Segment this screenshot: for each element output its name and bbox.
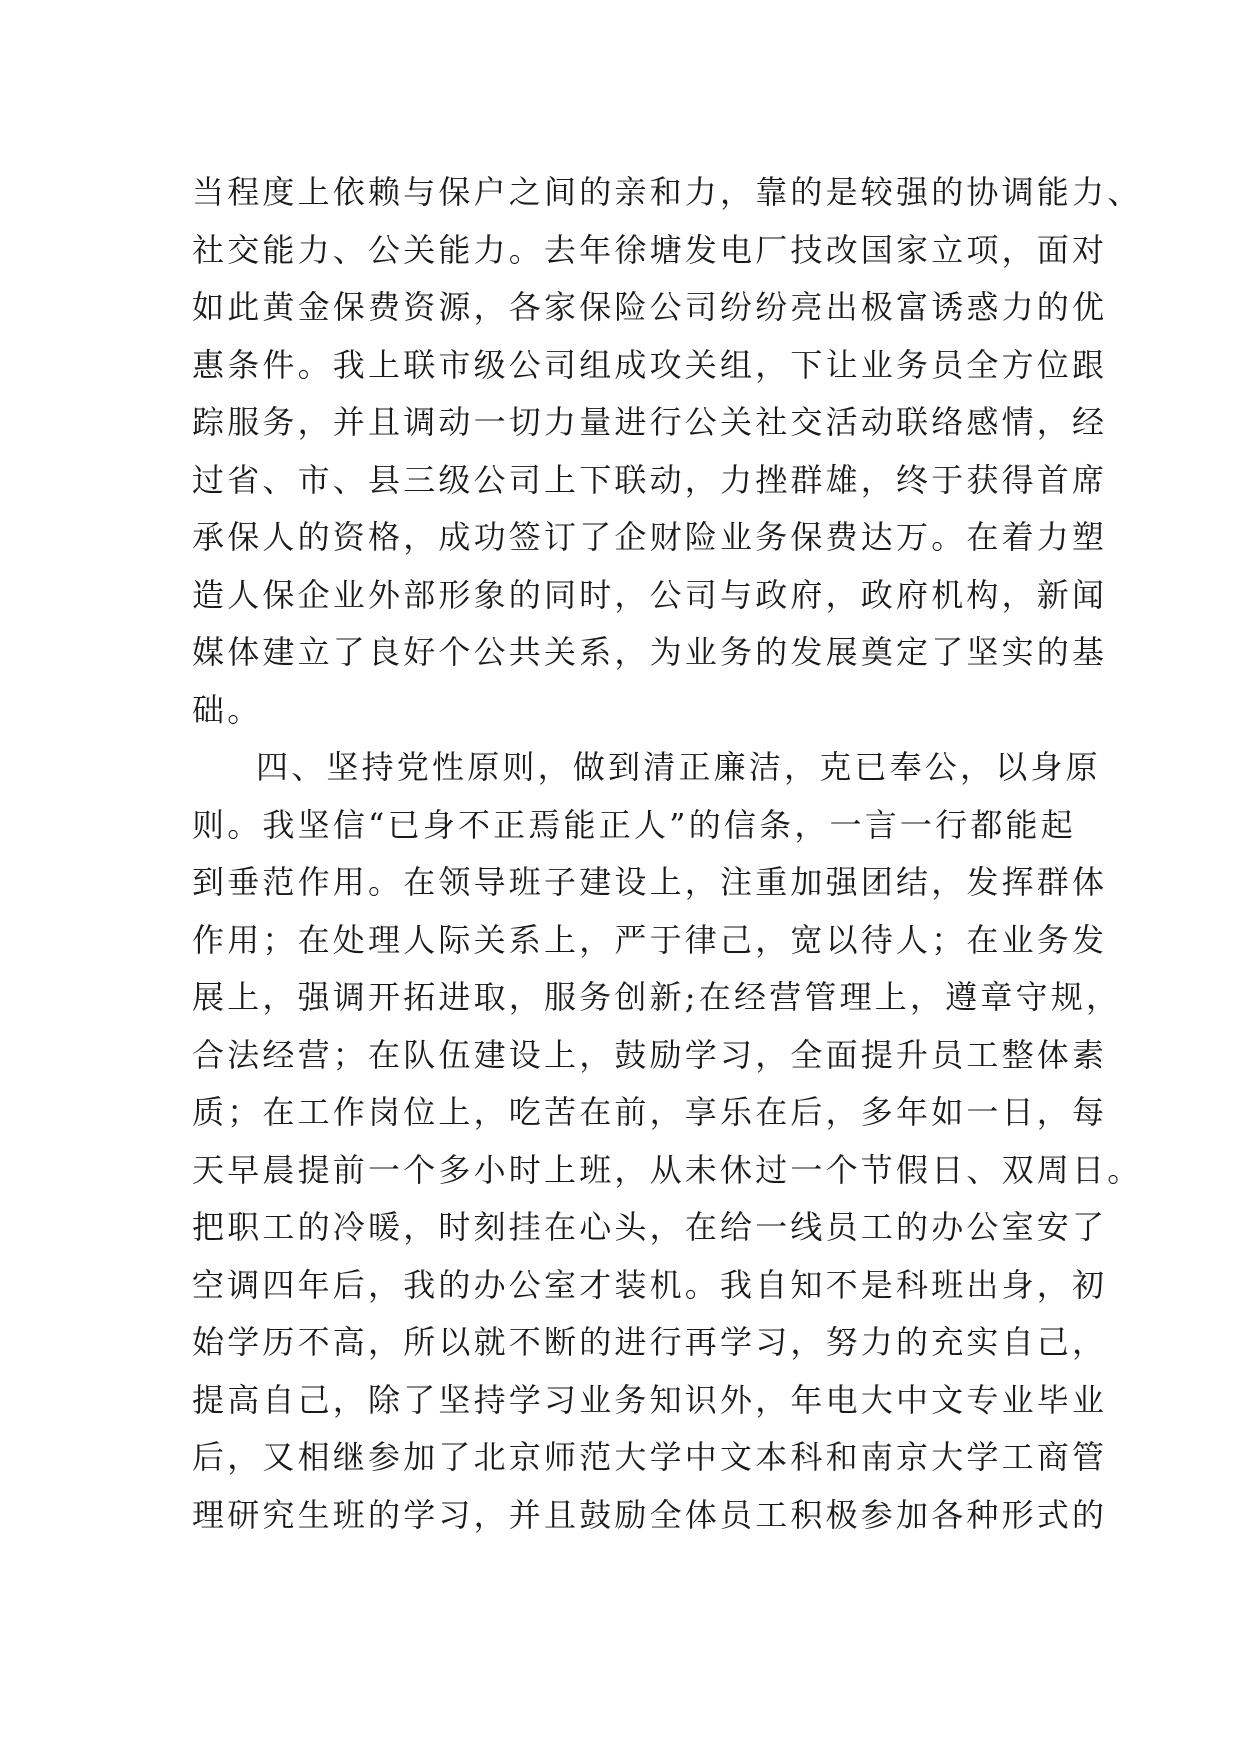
text-line: 过省、市、县三级公司上下联动，力挫群雄，终于获得首席 — [192, 460, 1108, 499]
text-line: 空调四年后，我的办公室才装机。我自知不是科班出身，初 — [192, 1265, 1108, 1304]
text-line: 社交能力、公关能力。去年徐塘发电厂技改国家立项，面对 — [192, 230, 1108, 269]
text-line: 质；在工作岗位上，吃苦在前，享乐在后，多年如一日，每 — [192, 1093, 1108, 1131]
text-line: 承保人的资格，成功签订了企财险业务保费达万。在着力塑 — [192, 518, 1108, 556]
body-text — [192, 164, 1143, 1544]
text-line: 造人保企业外部形象的同时，公司与政府，政府机构，新闻 — [192, 575, 1108, 614]
section-heading-line: 四、坚持党性原则，做到清正廉洁，克已奉公，以身原 — [256, 748, 1101, 786]
text-line: 天早晨提前一个多小时上班，从未休过一个节假日、双周日。 — [192, 1150, 1143, 1189]
text-line: 后，又相继参加了北京师范大学中文本科和南京大学工商管 — [192, 1438, 1108, 1476]
text-line: 作用；在处理人际关系上，严于律己，宽以待人；在业务发 — [192, 920, 1108, 959]
text-line: 惠条件。我上联市级公司组成攻关组，下让业务员全方位跟 — [192, 345, 1108, 384]
text-line: 始学历不高，所以就不断的进行再学习，努力的充实自己， — [192, 1323, 1108, 1361]
text-line: 则。我坚信“已身不正焉能正人”的信条，一言一行都能起 — [192, 805, 1076, 844]
text-line: 如此黄金保费资源，各家保险公司纷纷亮出极富诱惑力的优 — [192, 288, 1108, 326]
text-line: 把职工的冷暖，时刻挂在心头，在给一线员工的办公室安了 — [192, 1208, 1108, 1246]
text-line: 理研究生班的学习，并且鼓励全体员工积极参加各种形式的 — [192, 1495, 1108, 1534]
text-line: 提高自己，除了坚持学习业务知识外，年电大中文专业毕业 — [192, 1380, 1108, 1419]
text-line: 合法经营；在队伍建设上，鼓励学习，全面提升员工整体素 — [192, 1035, 1108, 1074]
text-line: 踪服务，并且调动一切力量进行公关社交活动联络感情，经 — [192, 403, 1108, 441]
text-line: 展上，强调开拓进取，服务创新;在经营管理上，遵章守规， — [192, 978, 1122, 1016]
text-line: 媒体建立了良好个公共关系，为业务的发展奠定了坚实的基 — [192, 633, 1108, 671]
text-line: 础。 — [192, 690, 263, 729]
text-line: 当程度上依赖与保户之间的亲和力，靠的是较强的协调能力、 — [192, 173, 1143, 211]
text-line: 到垂范作用。在领导班子建设上，注重加强团结，发挥群体 — [192, 863, 1108, 901]
